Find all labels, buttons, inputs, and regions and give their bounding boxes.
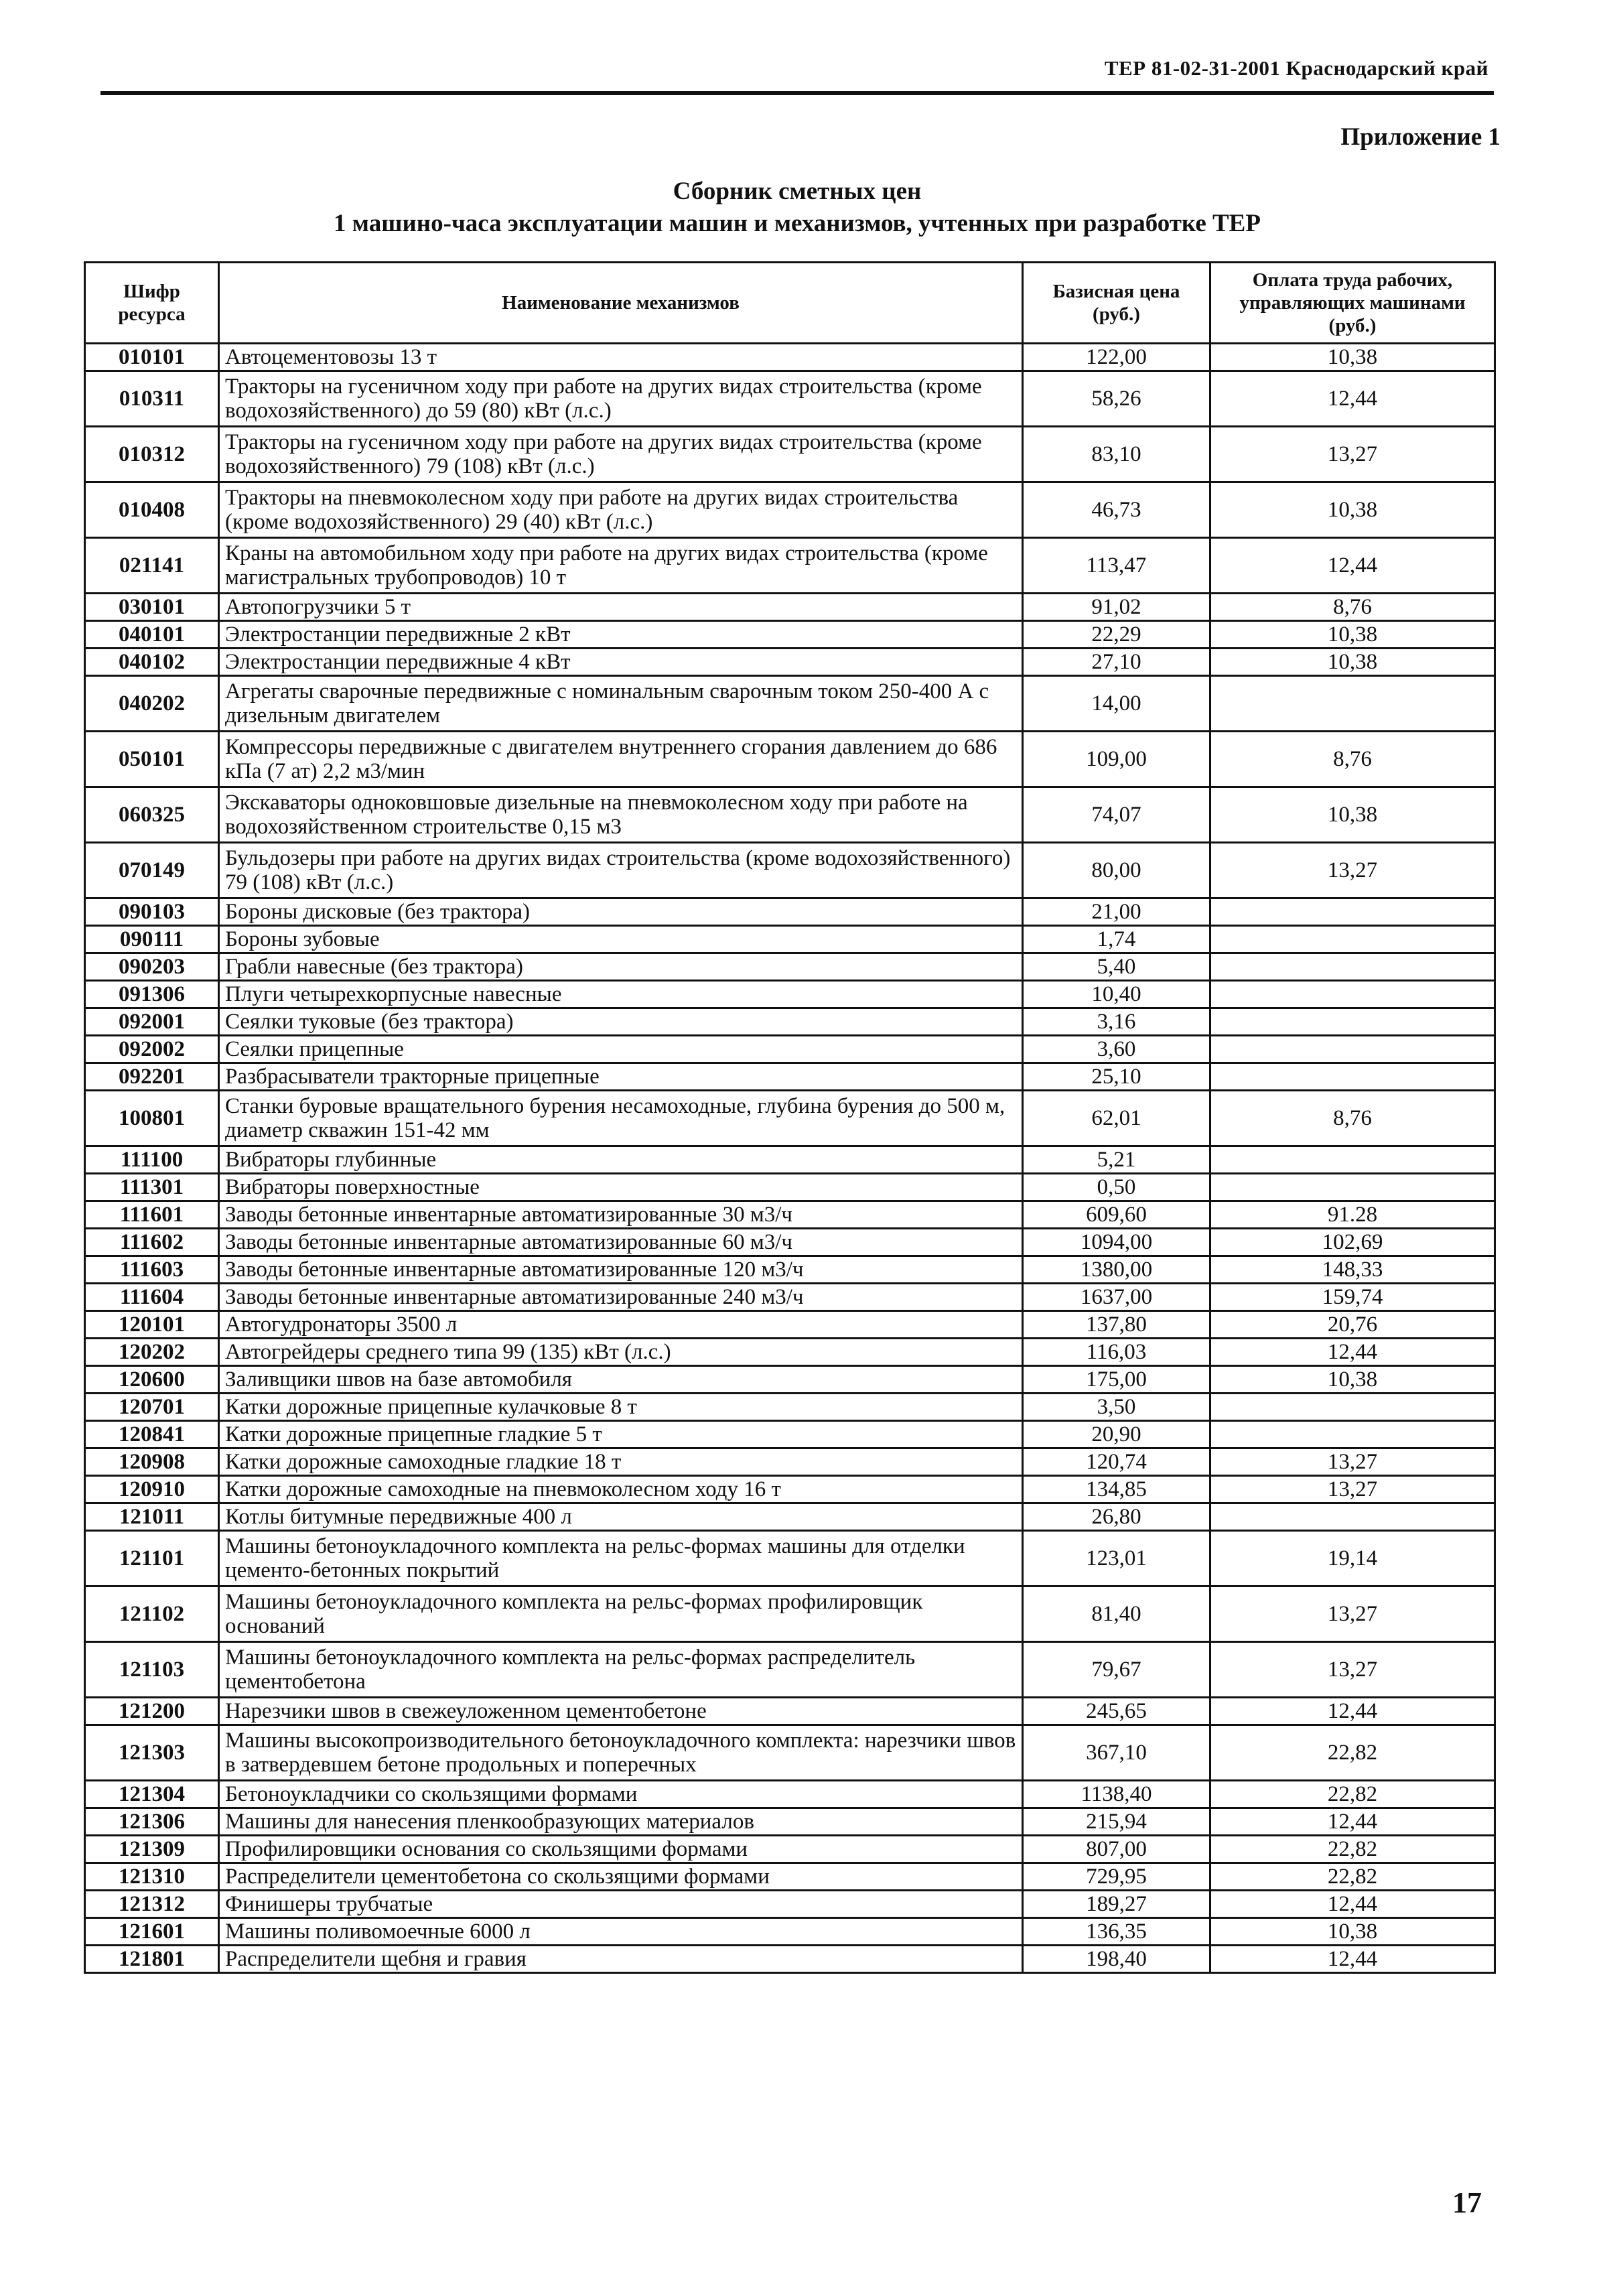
machine-name-cell: Машины бетоноукладочного комплекта на рельс-формах распределитель цементобетона <box>219 1642 1023 1698</box>
base-price-cell: 80,00 <box>1023 843 1210 898</box>
base-price-cell: 83,10 <box>1023 427 1210 482</box>
table-row <box>85 1698 1495 1725</box>
table-row <box>85 1642 1495 1698</box>
resource-code-cell: 070149 <box>85 843 219 898</box>
machine-name-cell: Катки дорожные прицепные гладкие 5 т <box>219 1421 1023 1448</box>
machine-name-cell: Катки дорожные самоходные на пневмоколесном ходу 16 т <box>219 1476 1023 1503</box>
base-price-cell: 27,10 <box>1023 649 1210 676</box>
labor-pay-cell: 10,38 <box>1210 787 1495 843</box>
table-row <box>85 594 1495 621</box>
machine-name-cell: Бетоноукладчики со скользящими формами <box>219 1781 1023 1808</box>
resource-code-cell: 111604 <box>85 1284 219 1311</box>
base-price-cell: 26,80 <box>1023 1503 1210 1531</box>
machine-name-cell: Агрегаты сварочные передвижные с номинальным сварочным током 250-400 А с дизельным двигателем <box>219 676 1023 732</box>
labor-pay-cell: 10,38 <box>1210 1918 1495 1946</box>
labor-pay-cell: 10,38 <box>1210 344 1495 371</box>
base-price-cell: 62,01 <box>1023 1091 1210 1146</box>
machine-name-cell: Грабли навесные (без трактора) <box>219 953 1023 981</box>
base-price-cell: 136,35 <box>1023 1918 1210 1946</box>
base-price-cell: 123,01 <box>1023 1531 1210 1586</box>
resource-code-cell: 111603 <box>85 1256 219 1284</box>
labor-pay-cell <box>1210 676 1495 732</box>
labor-pay-cell <box>1210 1063 1495 1091</box>
labor-pay-cell: 12,44 <box>1210 1946 1495 1973</box>
table-row <box>85 926 1495 953</box>
base-price-cell: 20,90 <box>1023 1421 1210 1448</box>
machine-name-cell: Вибраторы поверхностные <box>219 1174 1023 1201</box>
table-row <box>85 1586 1495 1642</box>
labor-pay-cell: 12,44 <box>1210 1891 1495 1918</box>
appendix-label: Приложение 1 <box>1340 123 1501 151</box>
document-code: ТЕР 81-02-31-2001 Краснодарский край <box>1104 56 1488 80</box>
machine-name-cell: Автоцементовозы 13 т <box>219 344 1023 371</box>
resource-code-cell: 111601 <box>85 1201 219 1229</box>
labor-pay-cell: 13,27 <box>1210 1476 1495 1503</box>
table-row <box>85 1448 1495 1476</box>
table-row <box>85 371 1495 427</box>
table-row <box>85 649 1495 676</box>
resource-code-cell: 100801 <box>85 1091 219 1146</box>
labor-pay-cell: 10,38 <box>1210 482 1495 538</box>
table-row <box>85 1201 1495 1229</box>
machine-name-cell: Тракторы на гусеничном ходу при работе на других видах строительства (кроме водохозяйственного) до 59 (80) кВт (л.с.) <box>219 371 1023 427</box>
machine-name-cell: Электростанции передвижные 4 кВт <box>219 649 1023 676</box>
resource-code-cell: 121102 <box>85 1586 219 1642</box>
base-price-cell: 1138,40 <box>1023 1781 1210 1808</box>
table-header-row <box>85 263 1495 344</box>
base-price-cell: 3,60 <box>1023 1036 1210 1063</box>
table-row <box>85 1229 1495 1256</box>
base-price-cell: 81,40 <box>1023 1586 1210 1642</box>
column-header-code: Шифр ресурса <box>85 263 219 344</box>
labor-pay-cell: 13,27 <box>1210 1642 1495 1698</box>
base-price-cell: 367,10 <box>1023 1725 1210 1781</box>
machine-name-cell: Сеялки прицепные <box>219 1036 1023 1063</box>
base-price-cell: 74,07 <box>1023 787 1210 843</box>
base-price-cell: 729,95 <box>1023 1863 1210 1891</box>
base-price-cell: 122,00 <box>1023 344 1210 371</box>
document-title: Сборник сметных цен <box>673 178 922 205</box>
machine-name-cell: Автогудронаторы 3500 л <box>219 1311 1023 1339</box>
machine-name-cell: Компрессоры передвижные с двигателем внутреннего сгорания давлением до 686 кПа (7 ат) 2,2 м3/мин <box>219 732 1023 787</box>
base-price-cell: 807,00 <box>1023 1836 1210 1863</box>
machine-name-cell: Машины бетоноукладочного комплекта на рельс-формах профилировщик оснований <box>219 1586 1023 1642</box>
base-price-cell: 134,85 <box>1023 1476 1210 1503</box>
table-row <box>85 1808 1495 1836</box>
column-header-base-price: Базисная цена (руб.) <box>1023 263 1210 344</box>
column-header-labor-pay: Оплата труда рабочих, управляющих машинами (руб.) <box>1210 263 1495 344</box>
labor-pay-cell <box>1210 1421 1495 1448</box>
machine-name-cell: Машины высокопроизводительного бетоноукладочного комплекта: нарезчики швов в затвердевшем бетоне продольных и поперечных <box>219 1725 1023 1781</box>
document-subtitle: 1 машино-часа эксплуатации машин и механизмов, учтенных при разработке ТЕР <box>334 210 1261 237</box>
base-price-cell: 5,40 <box>1023 953 1210 981</box>
table-row <box>85 1339 1495 1366</box>
table-row <box>85 1366 1495 1394</box>
base-price-cell: 1,74 <box>1023 926 1210 953</box>
table-row <box>85 1946 1495 1973</box>
machine-name-cell: Разбрасыватели тракторные прицепные <box>219 1063 1023 1091</box>
base-price-cell: 109,00 <box>1023 732 1210 787</box>
base-price-cell: 189,27 <box>1023 1891 1210 1918</box>
table-row <box>85 1091 1495 1146</box>
resource-code-cell: 111602 <box>85 1229 219 1256</box>
resource-code-cell: 010408 <box>85 482 219 538</box>
base-price-cell: 116,03 <box>1023 1339 1210 1366</box>
resource-code-cell: 120908 <box>85 1448 219 1476</box>
labor-pay-cell <box>1210 1036 1495 1063</box>
machine-name-cell: Автогрейдеры среднего типа 99 (135) кВт (л.с.) <box>219 1339 1023 1366</box>
machine-price-table <box>84 261 1496 1974</box>
labor-pay-cell <box>1210 1174 1495 1201</box>
labor-pay-cell: 10,38 <box>1210 621 1495 649</box>
resource-code-cell: 121312 <box>85 1891 219 1918</box>
base-price-cell: 609,60 <box>1023 1201 1210 1229</box>
machine-name-cell: Распределители щебня и гравия <box>219 1946 1023 1973</box>
machine-name-cell: Нарезчики швов в свежеуложенном цементобетоне <box>219 1698 1023 1725</box>
machine-name-cell: Вибраторы глубинные <box>219 1146 1023 1174</box>
resource-code-cell: 121101 <box>85 1531 219 1586</box>
base-price-cell: 137,80 <box>1023 1311 1210 1339</box>
labor-pay-cell: 10,38 <box>1210 1366 1495 1394</box>
base-price-cell: 215,94 <box>1023 1808 1210 1836</box>
labor-pay-cell: 22,82 <box>1210 1781 1495 1808</box>
table-row <box>85 1725 1495 1781</box>
labor-pay-cell: 19,14 <box>1210 1531 1495 1586</box>
base-price-cell: 0,50 <box>1023 1174 1210 1201</box>
labor-pay-cell <box>1210 1394 1495 1421</box>
table-row <box>85 1531 1495 1586</box>
base-price-cell: 14,00 <box>1023 676 1210 732</box>
labor-pay-cell: 102,69 <box>1210 1229 1495 1256</box>
labor-pay-cell: 22,82 <box>1210 1863 1495 1891</box>
table-row <box>85 1008 1495 1036</box>
resource-code-cell: 111100 <box>85 1146 219 1174</box>
machine-name-cell: Машины для нанесения пленкообразующих материалов <box>219 1808 1023 1836</box>
machine-name-cell: Машины бетоноукладочного комплекта на рельс-формах машины для отделки цементо-бетонных покрытий <box>219 1531 1023 1586</box>
labor-pay-cell: 22,82 <box>1210 1725 1495 1781</box>
resource-code-cell: 060325 <box>85 787 219 843</box>
labor-pay-cell: 8,76 <box>1210 1091 1495 1146</box>
resource-code-cell: 090203 <box>85 953 219 981</box>
base-price-cell: 21,00 <box>1023 898 1210 926</box>
labor-pay-cell: 13,27 <box>1210 1586 1495 1642</box>
resource-code-cell: 121310 <box>85 1863 219 1891</box>
table-row <box>85 482 1495 538</box>
machine-name-cell: Профилировщики основания со скользящими формами <box>219 1836 1023 1863</box>
resource-code-cell: 120600 <box>85 1366 219 1394</box>
resource-code-cell: 120202 <box>85 1339 219 1366</box>
labor-pay-cell: 13,27 <box>1210 1448 1495 1476</box>
base-price-cell: 25,10 <box>1023 1063 1210 1091</box>
table-row <box>85 1781 1495 1808</box>
labor-pay-cell: 91.28 <box>1210 1201 1495 1229</box>
machine-name-cell: Машины поливомоечные 6000 л <box>219 1918 1023 1946</box>
labor-pay-cell: 8,76 <box>1210 732 1495 787</box>
table-row <box>85 843 1495 898</box>
table-body <box>85 344 1495 1973</box>
labor-pay-cell: 12,44 <box>1210 1339 1495 1366</box>
resource-code-cell: 121309 <box>85 1836 219 1863</box>
page-number: 17 <box>1452 2186 1482 2219</box>
machine-name-cell: Катки дорожные самоходные гладкие 18 т <box>219 1448 1023 1476</box>
resource-code-cell: 092201 <box>85 1063 219 1091</box>
resource-code-cell: 021141 <box>85 538 219 594</box>
base-price-cell: 5,21 <box>1023 1146 1210 1174</box>
table-row <box>85 787 1495 843</box>
machine-name-cell: Заводы бетонные инвентарные автоматизированные 60 м3/ч <box>219 1229 1023 1256</box>
resource-code-cell: 121801 <box>85 1946 219 1973</box>
column-header-name: Наименование механизмов <box>219 263 1023 344</box>
resource-code-cell: 121306 <box>85 1808 219 1836</box>
resource-code-cell: 121303 <box>85 1725 219 1781</box>
table-row <box>85 898 1495 926</box>
resource-code-cell: 111301 <box>85 1174 219 1201</box>
labor-pay-cell: 12,44 <box>1210 1808 1495 1836</box>
resource-code-cell: 090103 <box>85 898 219 926</box>
labor-pay-cell <box>1210 1146 1495 1174</box>
labor-pay-cell: 13,27 <box>1210 427 1495 482</box>
labor-pay-cell <box>1210 898 1495 926</box>
resource-code-cell: 090111 <box>85 926 219 953</box>
base-price-cell: 3,50 <box>1023 1394 1210 1421</box>
resource-code-cell: 120701 <box>85 1394 219 1421</box>
table-row <box>85 981 1495 1008</box>
resource-code-cell: 121601 <box>85 1918 219 1946</box>
labor-pay-cell: 148,33 <box>1210 1256 1495 1284</box>
base-price-cell: 1380,00 <box>1023 1256 1210 1284</box>
machine-name-cell: Электростанции передвижные 2 кВт <box>219 621 1023 649</box>
machine-name-cell: Заводы бетонные инвентарные автоматизированные 120 м3/ч <box>219 1256 1023 1284</box>
base-price-cell: 3,16 <box>1023 1008 1210 1036</box>
labor-pay-cell <box>1210 953 1495 981</box>
resource-code-cell: 120101 <box>85 1311 219 1339</box>
resource-code-cell: 040101 <box>85 621 219 649</box>
labor-pay-cell: 12,44 <box>1210 371 1495 427</box>
machine-name-cell: Катки дорожные прицепные кулачковые 8 т <box>219 1394 1023 1421</box>
table-row <box>85 344 1495 371</box>
table-row <box>85 1063 1495 1091</box>
machine-name-cell: Автопогрузчики 5 т <box>219 594 1023 621</box>
table-row <box>85 1311 1495 1339</box>
table-row <box>85 953 1495 981</box>
machine-name-cell: Заводы бетонные инвентарные автоматизированные 30 м3/ч <box>219 1201 1023 1229</box>
base-price-cell: 113,47 <box>1023 538 1210 594</box>
resource-code-cell: 121304 <box>85 1781 219 1808</box>
resource-code-cell: 092001 <box>85 1008 219 1036</box>
table-row <box>85 1036 1495 1063</box>
table-row <box>85 1891 1495 1918</box>
table-row <box>85 1918 1495 1946</box>
base-price-cell: 58,26 <box>1023 371 1210 427</box>
base-price-cell: 175,00 <box>1023 1366 1210 1394</box>
resource-code-cell: 030101 <box>85 594 219 621</box>
labor-pay-cell: 12,44 <box>1210 538 1495 594</box>
base-price-cell: 79,67 <box>1023 1642 1210 1698</box>
page-header <box>100 52 1494 95</box>
resource-code-cell: 040102 <box>85 649 219 676</box>
table-row <box>85 427 1495 482</box>
labor-pay-cell: 12,44 <box>1210 1698 1495 1725</box>
resource-code-cell: 121103 <box>85 1642 219 1698</box>
base-price-cell: 120,74 <box>1023 1448 1210 1476</box>
resource-code-cell: 091306 <box>85 981 219 1008</box>
labor-pay-cell <box>1210 981 1495 1008</box>
machine-name-cell: Заводы бетонные инвентарные автоматизированные 240 м3/ч <box>219 1284 1023 1311</box>
base-price-cell: 22,29 <box>1023 621 1210 649</box>
resource-code-cell: 050101 <box>85 732 219 787</box>
resource-code-cell: 092002 <box>85 1036 219 1063</box>
table-row <box>85 1503 1495 1531</box>
labor-pay-cell: 159,74 <box>1210 1284 1495 1311</box>
table-row <box>85 1284 1495 1311</box>
machine-name-cell: Плуги четырехкорпусные навесные <box>219 981 1023 1008</box>
labor-pay-cell: 22,82 <box>1210 1836 1495 1863</box>
resource-code-cell: 040202 <box>85 676 219 732</box>
base-price-cell: 1637,00 <box>1023 1284 1210 1311</box>
table-row <box>85 732 1495 787</box>
table-row <box>85 538 1495 594</box>
table-row <box>85 1146 1495 1174</box>
machine-name-cell: Станки буровые вращательного бурения несамоходные, глубина бурения до 500 м, диаметр скважин 151-42 мм <box>219 1091 1023 1146</box>
labor-pay-cell: 10,38 <box>1210 649 1495 676</box>
machine-name-cell: Тракторы на пневмоколесном ходу при работе на других видах строительства (кроме водохозяйственного) 29 (40) кВт (л.с.) <box>219 482 1023 538</box>
resource-code-cell: 120910 <box>85 1476 219 1503</box>
table-row <box>85 1863 1495 1891</box>
base-price-cell: 198,40 <box>1023 1946 1210 1973</box>
resource-code-cell: 121200 <box>85 1698 219 1725</box>
resource-code-cell: 121011 <box>85 1503 219 1531</box>
machine-name-cell: Тракторы на гусеничном ходу при работе на других видах строительства (кроме водохозяйственного) 79 (108) кВт (л.с.) <box>219 427 1023 482</box>
machine-name-cell: Распределители цементобетона со скользящими формами <box>219 1863 1023 1891</box>
base-price-cell: 1094,00 <box>1023 1229 1210 1256</box>
labor-pay-cell <box>1210 1503 1495 1531</box>
machine-name-cell: Бороны зубовые <box>219 926 1023 953</box>
table-row <box>85 1174 1495 1201</box>
table-row <box>85 1476 1495 1503</box>
table-row <box>85 1394 1495 1421</box>
resource-code-cell: 010101 <box>85 344 219 371</box>
table-row <box>85 1836 1495 1863</box>
table-row <box>85 1256 1495 1284</box>
table-row <box>85 676 1495 732</box>
machine-name-cell: Заливщики швов на базе автомобиля <box>219 1366 1023 1394</box>
machine-name-cell: Сеялки туковые (без трактора) <box>219 1008 1023 1036</box>
machine-name-cell: Котлы битумные передвижные 400 л <box>219 1503 1023 1531</box>
resource-code-cell: 010311 <box>85 371 219 427</box>
machine-name-cell: Бороны дисковые (без трактора) <box>219 898 1023 926</box>
base-price-cell: 10,40 <box>1023 981 1210 1008</box>
resource-code-cell: 010312 <box>85 427 219 482</box>
labor-pay-cell: 20,76 <box>1210 1311 1495 1339</box>
labor-pay-cell <box>1210 1008 1495 1036</box>
labor-pay-cell: 8,76 <box>1210 594 1495 621</box>
labor-pay-cell: 13,27 <box>1210 843 1495 898</box>
table-row <box>85 621 1495 649</box>
labor-pay-cell <box>1210 926 1495 953</box>
machine-name-cell: Бульдозеры при работе на других видах строительства (кроме водохозяйственного) 79 (108) кВт (л.с.) <box>219 843 1023 898</box>
table-row <box>85 1421 1495 1448</box>
machine-name-cell: Финишеры трубчатые <box>219 1891 1023 1918</box>
base-price-cell: 245,65 <box>1023 1698 1210 1725</box>
machine-name-cell: Краны на автомобильном ходу при работе на других видах строительства (кроме магистральных трубопроводов) 10 т <box>219 538 1023 594</box>
resource-code-cell: 120841 <box>85 1421 219 1448</box>
base-price-cell: 46,73 <box>1023 482 1210 538</box>
machine-name-cell: Экскаваторы одноковшовые дизельные на пневмоколесном ходу при работе на водохозяйственном строительстве 0,15 м3 <box>219 787 1023 843</box>
base-price-cell: 91,02 <box>1023 594 1210 621</box>
